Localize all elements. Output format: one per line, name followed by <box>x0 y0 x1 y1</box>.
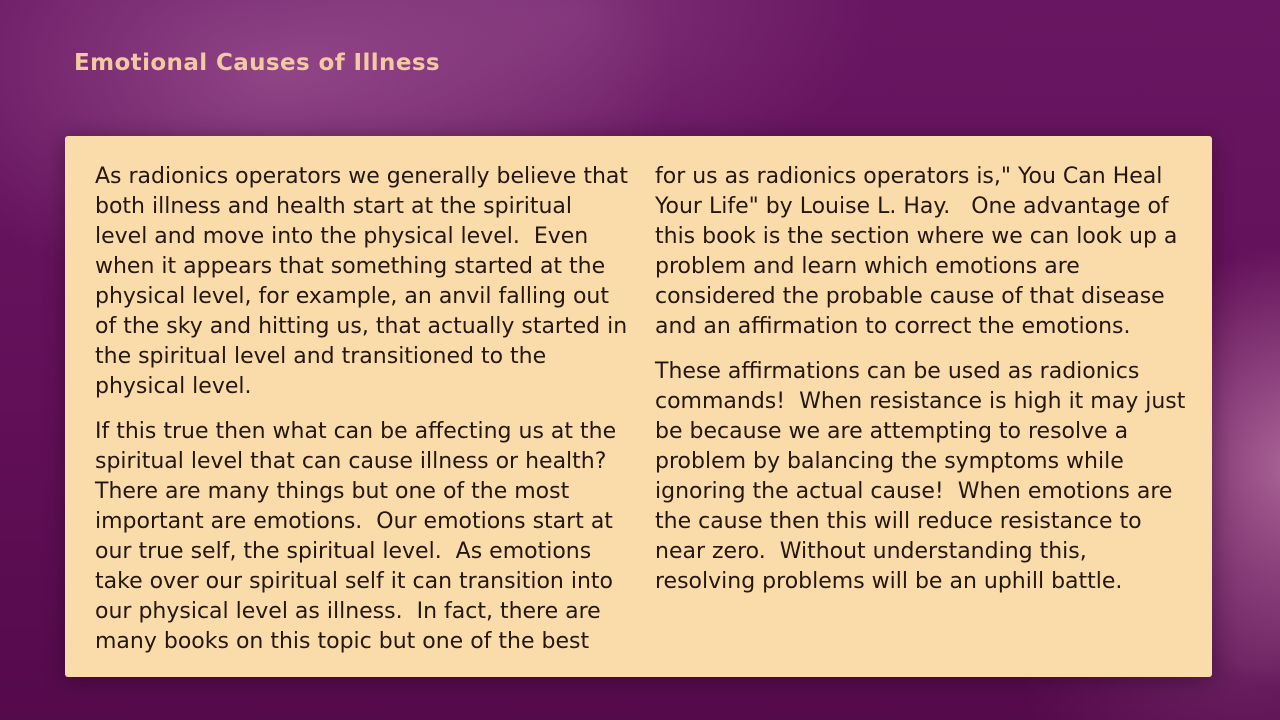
paragraph: If this true then what can be affecting us at the spiritual level that can cause illness or health? There are many things but one of the most important are emotions. Our emotions start at our true self, the spiritual level. As emotions take over our spiritual self it can transition into our physical level as illness. In fact, there are many books on this topic but one of the best <box>95 419 624 654</box>
slide-title: Emotional Causes of Illness <box>74 50 440 76</box>
content-card <box>65 136 1212 677</box>
paragraph: As radionics operators we generally believe that both illness and health start at the spiritual level and move into the physical level. Even when it appears that something started at the physical level, for example, an anvil falling out of the sky and hitting us, that actually started in the spiritual level and transitioned to the physical level. <box>95 164 635 399</box>
text-columns <box>95 162 1193 672</box>
text-column-left <box>95 162 635 672</box>
paragraph: These affirmations can be used as radionics commands! When resistance is high it may just be because we are attempting to resolve a problem by balancing the symptoms while ignoring the actual cause! When emotions are the cause then this will reduce resistance to near zero. Without understanding this, resolving problems will be an uphill battle. <box>655 359 1193 594</box>
paragraph: for us as radionics operators is," You Can Heal Your Life" by Louise L. Hay. One advantage of this book is the section where we can look up a problem and learn which emotions are considered the probable cause of that disease and an affirmation to correct the emotions. <box>655 164 1185 339</box>
text-column-right <box>655 162 1193 672</box>
